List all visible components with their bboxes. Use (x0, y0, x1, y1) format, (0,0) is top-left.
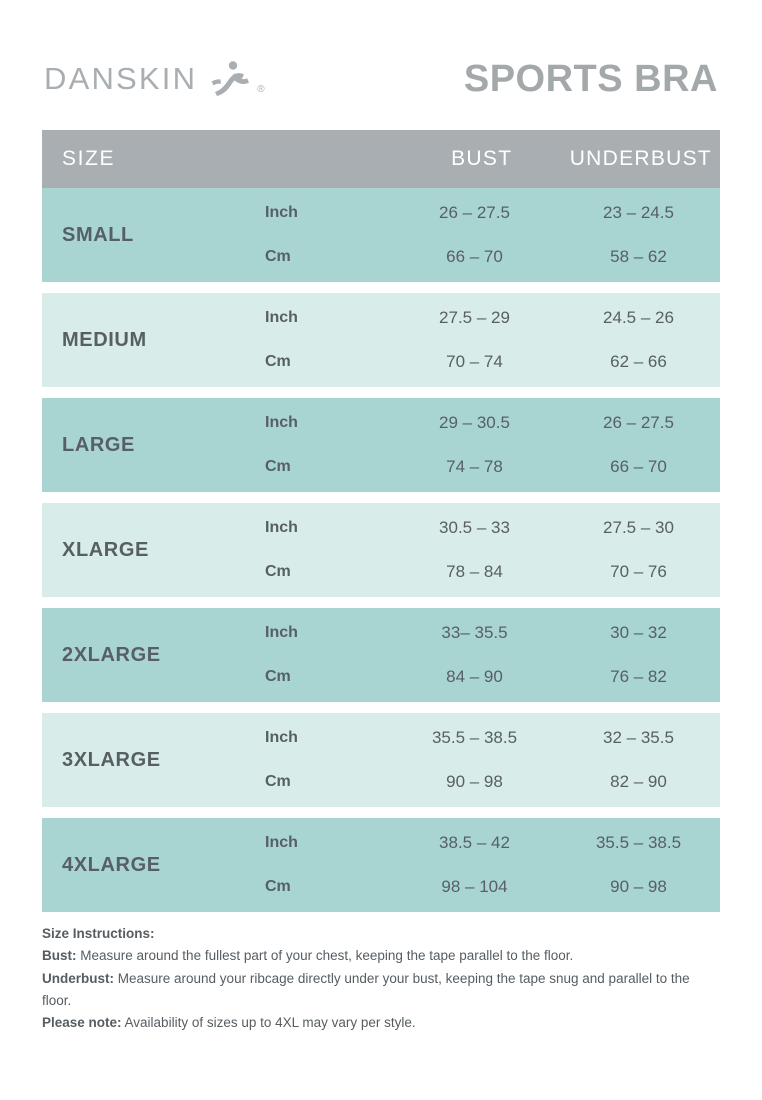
unit-label-inch: Inch (265, 519, 298, 536)
brand-name: DANSKIN (44, 61, 198, 96)
row-size-label: SMALL (62, 223, 134, 246)
bust-cm-value: 66 – 70 (446, 247, 503, 266)
leaping-figure-icon (207, 59, 251, 99)
availability-note-label: Please note: (42, 1015, 122, 1031)
bust-instruction-label: Bust: (42, 948, 77, 964)
underbust-cm-value: 70 – 76 (610, 562, 667, 581)
underbust-cm-value: 76 – 82 (610, 667, 667, 686)
instructions-title: Size Instructions: (42, 926, 155, 941)
table-row (42, 818, 720, 912)
bust-cm-value: 98 – 104 (441, 877, 508, 896)
bust-inch-value: 26 – 27.5 (439, 203, 510, 222)
header-underbust: UNDERBUST (569, 147, 713, 170)
unit-label-cm: Cm (265, 668, 291, 685)
underbust-instruction (42, 968, 720, 1013)
page-title: SPORTS BRA (463, 57, 718, 100)
underbust-cm-value: 58 – 62 (610, 247, 667, 266)
bust-cm-value: 84 – 90 (446, 667, 503, 686)
unit-label-cm: Cm (265, 458, 291, 475)
bust-cm-value: 78 – 84 (446, 562, 503, 581)
bust-inch-value: 29 – 30.5 (439, 413, 510, 432)
unit-label-cm: Cm (265, 773, 291, 790)
underbust-cm-value: 66 – 70 (610, 457, 667, 476)
bust-inch-value: 35.5 – 38.5 (431, 728, 518, 747)
unit-label-cm: Cm (265, 563, 291, 580)
unit-label-inch: Inch (265, 729, 298, 746)
underbust-instruction-label: Underbust: (42, 970, 114, 986)
availability-note-text: Availability of sizes up to 4XL may vary per style. (121, 1015, 416, 1031)
row-size-label: 3XLARGE (62, 748, 161, 771)
header-size: SIZE (62, 147, 116, 170)
size-table (42, 130, 720, 912)
row-size-label: MEDIUM (62, 328, 147, 351)
unit-label-inch: Inch (265, 309, 298, 326)
table-row (42, 188, 720, 282)
underbust-inch-value: 24.5 – 26 (603, 308, 674, 327)
underbust-cm-value: 62 – 66 (610, 352, 667, 371)
brand-lockup (44, 59, 265, 99)
underbust-inch-value: 32 – 35.5 (603, 728, 674, 747)
table-row (42, 293, 720, 387)
table-row (42, 713, 720, 807)
underbust-inch-value: 23 – 24.5 (603, 203, 674, 222)
table-row (42, 398, 720, 492)
underbust-inch-value: 30 – 32 (610, 623, 667, 642)
page-header (42, 42, 720, 116)
row-size-label: LARGE (62, 433, 135, 456)
table-row (42, 608, 720, 702)
table-header-row (42, 130, 720, 188)
size-instructions (42, 923, 720, 1034)
underbust-cm-value: 82 – 90 (610, 772, 667, 791)
unit-label-inch: Inch (265, 204, 298, 221)
unit-label-cm: Cm (265, 878, 291, 895)
underbust-inch-value: 27.5 – 30 (603, 518, 674, 537)
registered-trademark-symbol: ® (257, 84, 265, 95)
unit-label-inch: Inch (265, 834, 298, 851)
row-size-label: 4XLARGE (62, 853, 161, 876)
unit-label-inch: Inch (265, 624, 298, 641)
header-bust: BUST (451, 147, 513, 170)
bust-instruction (42, 945, 720, 967)
bust-cm-value: 74 – 78 (446, 457, 503, 476)
unit-label-inch: Inch (265, 414, 298, 431)
bust-instruction-text: Measure around the fullest part of your chest, keeping the tape parallel to the floor. (76, 948, 574, 964)
underbust-instruction-text: Measure around your ribcage directly under your bust, keeping the tape snug and parallel to the floor. (42, 970, 690, 1008)
bust-inch-value: 27.5 – 29 (439, 308, 510, 327)
row-size-label: XLARGE (62, 538, 149, 561)
unit-label-cm: Cm (265, 248, 291, 265)
underbust-inch-value: 35.5 – 38.5 (595, 833, 682, 852)
availability-note (42, 1012, 720, 1034)
bust-inch-value: 30.5 – 33 (439, 518, 510, 537)
bust-cm-value: 90 – 98 (446, 772, 503, 791)
row-size-label: 2XLARGE (62, 643, 161, 666)
underbust-cm-value: 90 – 98 (610, 877, 667, 896)
unit-label-cm: Cm (265, 353, 291, 370)
bust-inch-value: 38.5 – 42 (439, 833, 510, 852)
bust-cm-value: 70 – 74 (446, 352, 503, 371)
bust-inch-value: 33– 35.5 (441, 623, 508, 642)
underbust-inch-value: 26 – 27.5 (603, 413, 674, 432)
table-row (42, 503, 720, 597)
